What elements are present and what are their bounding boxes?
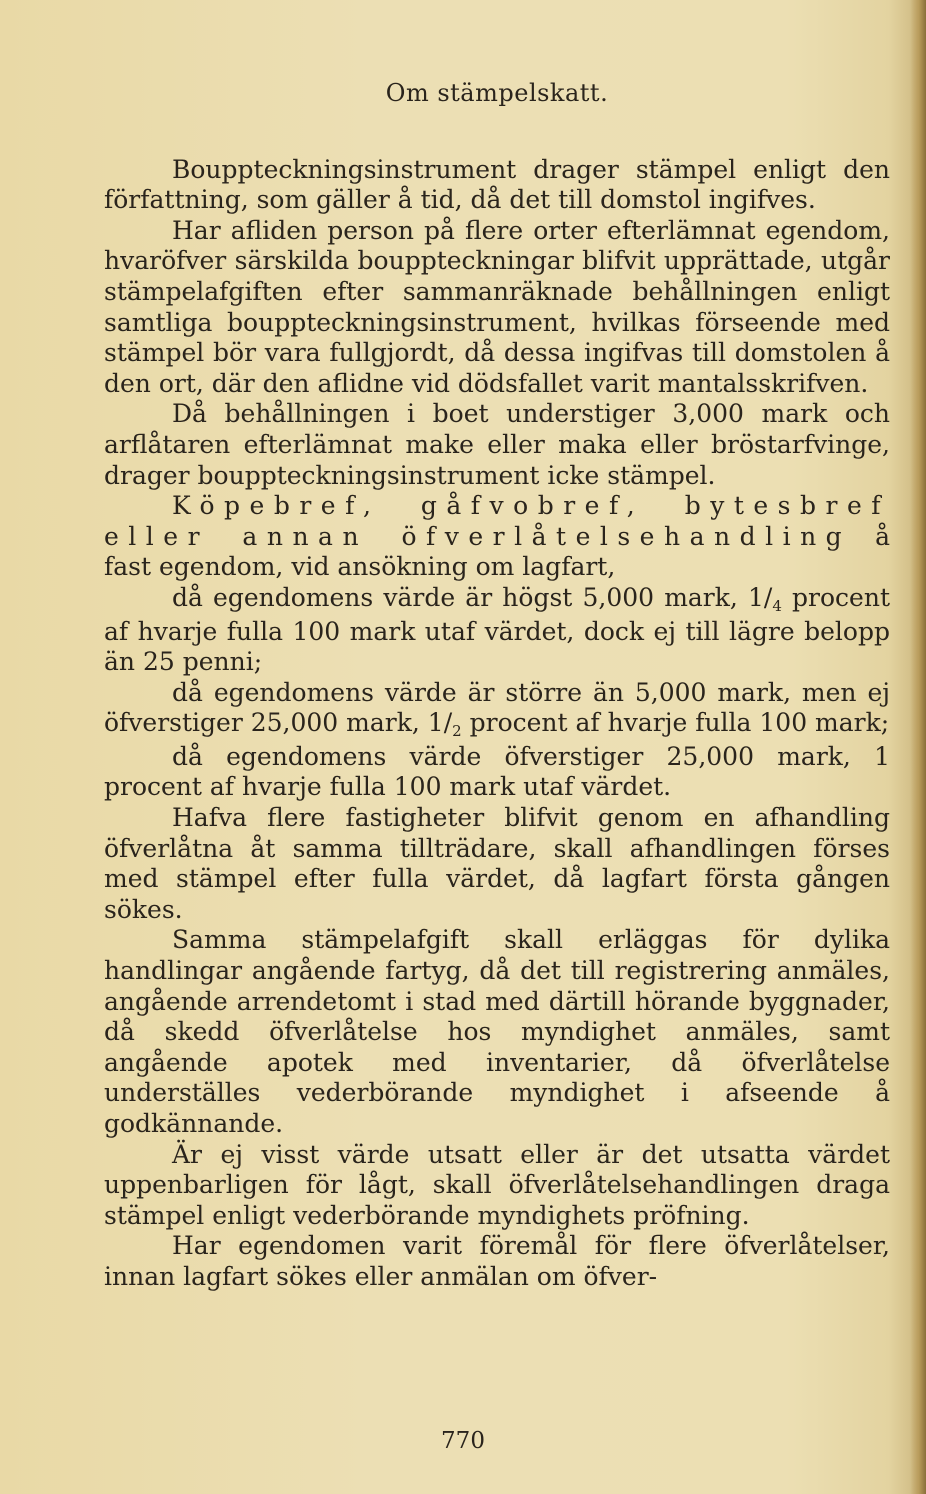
page-number: 770 <box>441 1428 485 1454</box>
rate-text: procent af hvarje fulla 100 mark; <box>461 708 890 738</box>
page-text <box>104 78 890 1293</box>
fraction: $1/_2$ <box>427 708 462 741</box>
paragraph: Har egendomen varit föremål för flere öfverlåtelser, innan lagfart sökes eller anmälan om öfver- <box>104 1231 890 1291</box>
paragraph: Då behållningen i boet understiger 3,000 mark och arflåtaren efterlämnat make eller maka eller bröstarfvinge, drager bouppteckningsinstrument icke stämpel. <box>104 399 890 490</box>
paragraph: Samma stämpelafgift skall erläggas för dylika handlingar angående fartyg, då det till registrering anmäles, angående arrendetomt i stad med därtill hörande byggnader, då skedd öfverlåtelse hos myndighet anmäles, samt angående apotek med inventarier, då öfverlåtelse underställes vederbörande myndighet i afseende å godkännande. <box>104 925 890 1138</box>
rate-paragraph <box>104 583 890 678</box>
page-edge-shadow <box>910 0 926 1494</box>
spaced-heading: Köpebref, gåfvobref, bytesbref eller annan öfverlåtelsehandling <box>104 491 890 551</box>
rate-text: då egendomens värde är större än 5,000 mark, men ej öfverstiger 25,000 mark, <box>104 677 890 738</box>
fraction-denominator: 4 <box>772 596 782 615</box>
kopebref-rest: å fast egendom, vid ansökning om lagfart, <box>104 521 890 582</box>
paragraph-kopebref <box>104 491 890 583</box>
fraction-denominator: 2 <box>452 722 462 741</box>
rate-text: då egendomens värde är högst 5,000 mark, <box>172 582 749 612</box>
fraction: $1/_4$ <box>748 582 782 615</box>
paragraph: Hafva flere fastigheter blifvit genom en afhandling öfverlåtna åt samma tillträdare, skall afhandlingen förses med stämpel efter fulla värdet, då lagfart första gången sökes. <box>104 803 890 924</box>
fraction-numerator: 1 <box>748 582 764 612</box>
paragraph: då egendomens värde öfverstiger 25,000 mark, 1 procent af hvarje fulla 100 mark utaf värdet. <box>104 741 890 802</box>
rate-paragraph <box>104 678 890 742</box>
fraction-numerator: 1 <box>427 708 444 738</box>
paragraph: Är ej visst värde utsatt eller är det utsatta värdet uppenbarligen för lågt, skall öfverlåtelsehandlingen draga stämpel enligt vederbörande myndighets pröfning. <box>104 1139 890 1230</box>
running-header: Om stämpelskatt. <box>385 79 609 107</box>
paragraph: Bouppteckningsinstrument drager stämpel enligt den författning, som gäller å tid, då det till domstol ingifves. <box>104 154 890 215</box>
rate-text: procent af hvarje fulla 100 mark utaf värdet, dock ej till lägre belopp än 25 penni; <box>104 582 891 677</box>
paragraph: Har afliden person på flere orter efterlämnat egendom, hvaröfver särskilda bouppteckningar blifvit upprättade, utgår stämpelafgiften efter sammanräknade behållningen enligt samtliga bouppteckningsinstrument, hvilkas förseende med stämpel bör vara fullgjordt, då dessa ingifvas till domstolen å den ort, där den aflidne vid dödsfallet varit mantalsskrifven. <box>104 215 890 398</box>
